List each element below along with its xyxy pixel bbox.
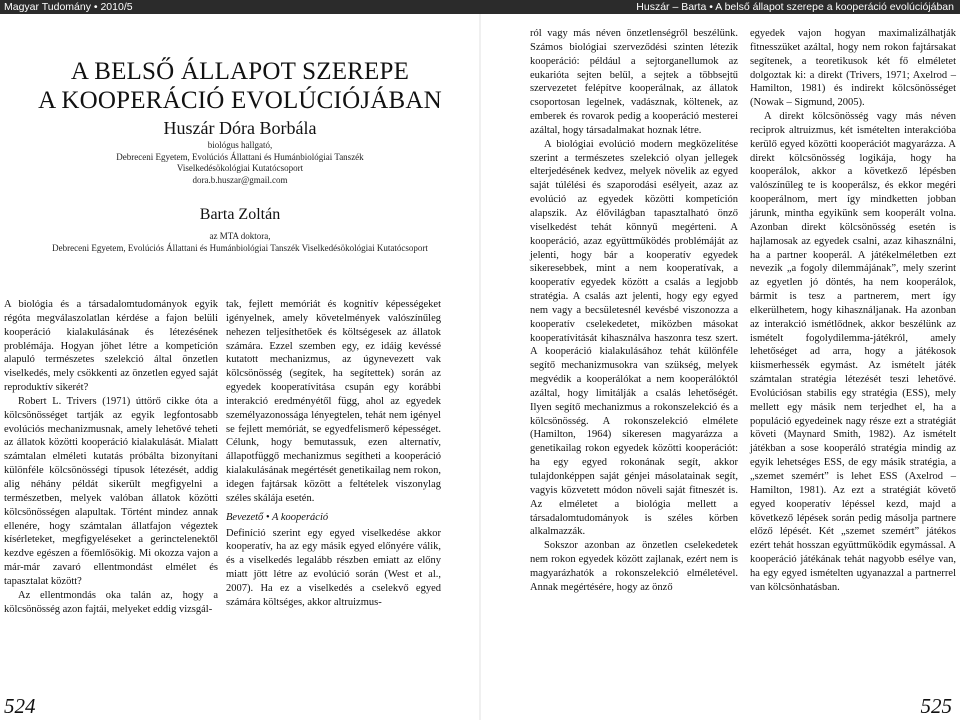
text-column-3: [530, 27, 738, 595]
paragraph: Az ellentmondás oka talán az, hogy a kölcsönösség azon fajtái, melyeket eddig vizsgál-: [4, 589, 218, 615]
author-1-name: Huszár Dóra Borbála: [163, 118, 317, 138]
paragraph: A biológia és a társadalomtudományok egyik régóta megválaszolatlan kérdése a fajon belüli kooperáció kialakulásának és létezésének problémája. Hogyan jöhet létre a kompetíción alapuló természetes szelekció által önzetlen viselkedés, mely csökkenti az önzetlen egyed saját reproduktív sikerét?: [4, 299, 218, 394]
article-title: [0, 57, 480, 115]
paragraph: Robert L. Trivers (1971) úttörő cikke óta a kölcsönösséget tartják az egyik legfontosabb evolúciós mechanizmusnak, amely lehetővé teheti az állatok közötti kooperáció kialakulását. Mialatt számtalan elméleti kutatás próbálta bizonyítani különféle kölcsönösségi típusok létezését, addig alig néhány példát sikerült megfigyelni a természetben, melyek valóban állatok közötti kölcsönösségen alapultak. Történt mindez annak ellenére, hogy számtalan állatfajon végeztek kísérleteket, megfigyeléseket a gerinctelenektől kezdve egészen a főemlősökig. Mi okozza vajon a már-már zavaró ellentmondást elmélet és tapasztalat között?: [4, 395, 218, 587]
section-subheading: Bevezető • A kooperáció: [226, 511, 329, 523]
author-1-affiliation: [0, 140, 480, 186]
article-title-line-1: A BELSŐ ÁLLAPOT SZEREPE: [70, 58, 410, 85]
article-title-line-2: A KOOPERÁCIÓ EVOLÚCIÓJÁBAN: [38, 87, 442, 114]
paragraph: egyedek vajon hogyan maximalizálhatják fitnesszüket azáltal, hogy nem rokon fajtársakat segítenek, a teoretikusok két fő elméletet dolgoztak ki: a direkt (Trivers, 1971; Axelrod – Hamilton, 1981) és indirekt kölcsönösséget (Nowak – Sigmund, 2005).: [750, 28, 956, 109]
paragraph: tak, fejlett memóriát és kognitív képességeket igényelnek, amely követelmények valószínűleg nehezen teljesíthetőek és költségesek az állatok számára. Ezzel szemben egy, ez idáig kevéssé kutatott mechanizmus, az úgynevezett vak kölcsönösség (segítek, ha segítettek) során az egyedek kooperatívitása csupán egy korábbi interakció eredményétől függ, ahol az egyedek személyazonossága lényegtelen, tehát nem igényel se fejlett memóriát, se egyedfelismerő képességet. Célunk, hogy bemutassuk, ezen alternatív, állapotfüggő mechanizmus segítheti a kooperáció kialakulásának megértését genetikailag nem rokon, idegen fajtársak között a feltételek viszonylag széles skálája esetén.: [226, 299, 441, 504]
running-header-left: Magyar Tudomány • 2010/5: [0, 0, 480, 14]
paragraph: ról vagy más néven önzetlenségről beszélünk. Számos biológiai szerveződési szinten létezik kooperáció: például a sejtorganellumok az eukarióta sejten belül, a sejtek a többsejtű szervezetet felépítve kooperálnak, az állatok csoportosan legelnek, vadásznak, költenek, az emberek és rovarok pedig a kooperáció mesterei azáltal, hogy társadalmakat hoznak létre.: [530, 28, 738, 136]
author-1-group: Viselkedésökológiai Kutatócsoport: [176, 163, 304, 174]
author-1-institution: Debreceni Egyetem, Evolúciós Állattani és Humánbiológiai Tanszék: [116, 151, 364, 162]
page-number-left: 524: [4, 694, 36, 718]
paragraph: Sokszor azonban az önzetlen cselekedetek nem rokon egyedek között zajlanak, ezért nem is magyarázhatók a rokonszelekció elméletével. Annak megértésére, hogy az önző: [530, 540, 738, 593]
author-2-role: az MTA doktora,: [209, 231, 271, 241]
author-2-institution: Debreceni Egyetem, Evolúciós Állattani és Humánbiológiai Tanszék Viselkedésökológiai Kutatócsoport: [52, 242, 428, 253]
page-number-right: 525: [920, 694, 952, 718]
author-2-affiliation: [0, 231, 480, 254]
author-1-email: dora.b.huszar@gmail.com: [192, 174, 288, 185]
running-header-right: Huszár – Barta • A belső állapot szerepe a kooperáció evolúciójában: [480, 0, 960, 14]
author-2-name: Barta Zoltán: [199, 206, 281, 223]
paragraph: A biológiai evolúció modern megközelítése szerint a természetes szelekció olyan jellegek elterjedésének kedvez, melyek növelik az egyed saját túlélési és szaporodási esélyeit, azaz az evolúció az egyedek közötti kompetíción alapszik. Az élővilágban tapasztalható önző viselkedést tehát könnyű megérteni. A kooperáció, azaz együttműködés problémáját az jelenti, hogy bár a kooperatív egyedek sikeresebbek, mint a nem kooperatívak, a kooperatív egyedek között a csalás a legjobb stratégia. A csalás azt jelenti, hogy egy egyed nem vagy a becsületesnél kevésbé viszonozza a kooperatív cselekedetet, miközben másokat kooperatívitását kihasználva haszonra tesz szert. A kooperáció kialakulásához tehát különféle segítő mechanizmusokra van szükség, melyek megvédik a kooperálókat a nem kooperálóktól azáltal, hogy limitálják a csalás lehetőségét. Ilyen segítő mechanizmus a rokonszelekció és a kölcsönösség. A rokonszelekció elmélete (Hamilton, 1964) sikeresen magyarázza a genetikailag rokon egyedek közötti kooperációt: ha egy egyed rokonának segít, akkor tulajdonképpen saját génjei másolatainak segít, vagyis közvetett módon növeli saját fitneszét is. Az elméletet a biológia mellett a társadalomtudományok is széles körben alkalmazzák.: [530, 138, 738, 538]
text-column-4: [750, 27, 956, 595]
author-1-role: biológus hallgató,: [207, 140, 273, 150]
text-column-2: [226, 298, 441, 610]
text-column-1: [4, 298, 218, 616]
paragraph: A direkt kölcsönösség vagy más néven reciprok altruizmus, két ismételten interakcióba kerülő egyed közötti kooperációt magyarázza. A direkt kölcsönösség logikája, hogy ha kooperálok, akkor a következő lépésben valószínűleg te is kooperálsz, és ekkor megéri kooperálnom, mert így mindketten jobban járunk, mintha egyikünk sem kooperált volna. Azonban direkt kölcsönösség esetén is hajlamosak az egyedek csalni, azaz kihasználni, ha a partner kooperál. A játékelméletben ezt nevezik „a fogoly dilemmájának”, mely szerint az egyetlen jó döntés, ha nem kooperálok, bármit is tesz a partnerem, mert így elkerülhetem, hogy kihasználjanak. Ha azonban az interakció ismétlődnek, akkor beszélünk az ismételt fogolydilemma-játékról, amely lehetőséget ad arra, hogy a játékosok kiismerhessék egymást. Az ismételt játék számtalan stratégia létezését teszi lehetővé. Evolúciósan stabilis egy stratégia (ESS), mely mellett egy másik nem terjedhet el, ha a populáció egyedeinek nagy része ezt a stratégiát követi (Maynard Smith, 1982). Az ismételt játékban a sose kooperáló stratégia mindig az egyik lehetséges ESS, de egy másik stratégia, a „szemet szemért” is lehet ESS (Axelrod – Hamilton, 1981). Az ezt a stratégiát követő egyed kooperatív lépéssel kezd, majd a következő lépések során pedig másolja partnere előző lépését. Két „szemet szemért” játékos ezért tehát hosszan együttműködik egymással. A kooperáció játékának tehát nagyobb esélye van, ha egy egyed ismételten ugyanazzal a partnerrel van kölcsönhatásban.: [750, 111, 956, 593]
paragraph: Definíció szerint egy egyed viselkedése akkor kooperatív, ha az egy másik egyed előnyére válik, és a viselkedés legalább részben emiatt az előny miatt jött létre az evolúció során (West et al., 2007). Ha ez a viselkedés a cselekvő egyed számára költséges, akkor altruizmus-: [226, 527, 441, 608]
